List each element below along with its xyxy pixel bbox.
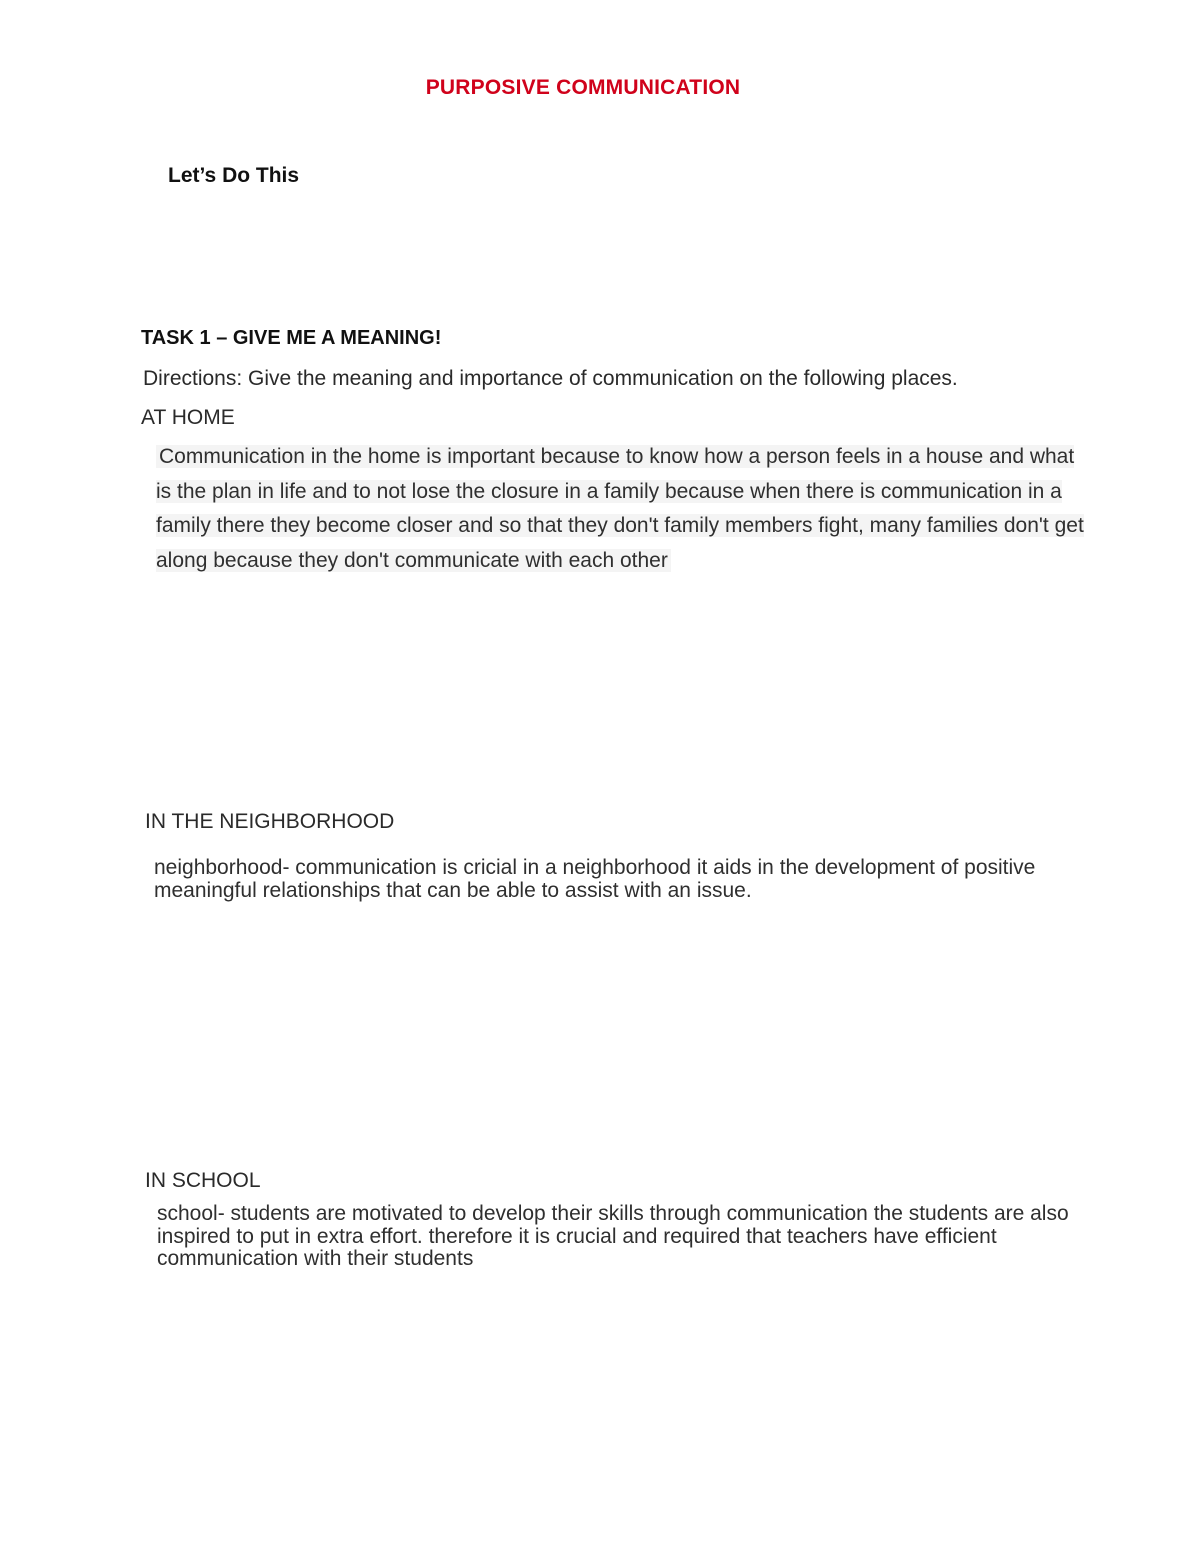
- label-at-home: AT HOME: [141, 406, 235, 429]
- answer-at-home-text: Communication in the home is important because to know how a person feels in a house and what is the plan in life and to not lose the closure in a family because when there is communication in a family there they become closer and so that they don't family members fight, many families don't get along because they don't communicate with each other: [156, 445, 1084, 572]
- task-title: TASK 1 – GIVE ME A MEANING!: [141, 327, 442, 349]
- answer-at-home: [156, 440, 1086, 578]
- section-heading: Let’s Do This: [168, 164, 300, 187]
- document-title: PURPOSIVE COMMUNICATION: [425, 76, 741, 99]
- task-directions: Directions: Give the meaning and importance of communication on the following places.: [143, 367, 958, 390]
- answer-school: school- students are motivated to develop their skills through communication the students are also inspired to put in extra effort. therefore it is crucial and required that teachers have efficient communication with their students: [157, 1202, 1069, 1270]
- label-neighborhood: IN THE NEIGHBORHOOD: [145, 810, 395, 833]
- label-school: IN SCHOOL: [145, 1169, 261, 1192]
- answer-neighborhood: neighborhood- communication is cricial in a neighborhood it aids in the development of positive meaningful relationships that can be able to assist with an issue.: [154, 856, 1036, 902]
